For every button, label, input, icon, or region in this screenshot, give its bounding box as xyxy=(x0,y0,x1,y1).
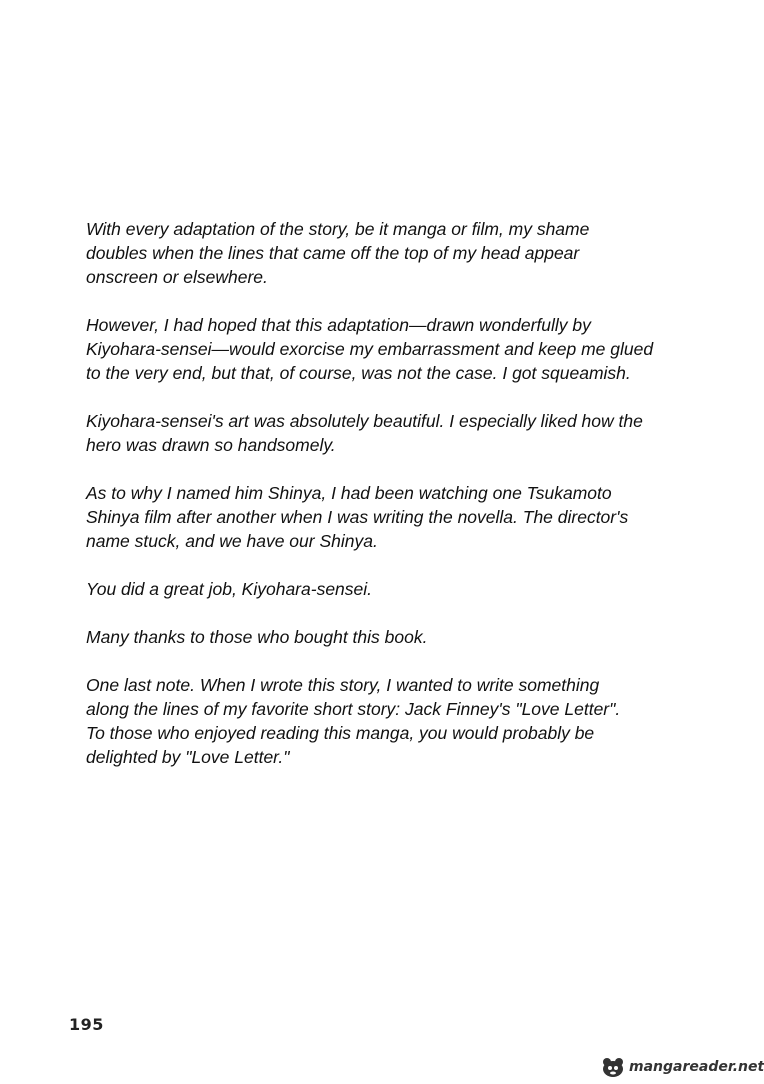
text-line: However, I had hoped that this adaptation—drawn wonderfully by xyxy=(86,315,591,335)
paragraph-4 xyxy=(86,481,696,553)
text-line: One last note. When I wrote this story, I wanted to write something xyxy=(86,675,600,695)
text-line: You did a great job, Kiyohara-sensei. xyxy=(86,579,373,599)
text-line: onscreen or elsewhere. xyxy=(86,267,268,287)
text-line: to the very end, but that, of course, was not the case. I got squeamish. xyxy=(86,363,631,383)
paragraph-3 xyxy=(86,409,696,457)
paragraph-6 xyxy=(86,625,696,649)
paragraph-2 xyxy=(86,313,696,385)
text-line: Kiyohara-sensei's art was absolutely beautiful. I especially liked how the xyxy=(86,411,643,431)
text-line: Many thanks to those who bought this book. xyxy=(86,627,428,647)
text-line: Shinya film after another when I was writing the novella. The director's xyxy=(86,507,629,527)
mascot-logo-icon xyxy=(600,1056,626,1078)
paragraph-7 xyxy=(86,673,696,769)
afterword-text xyxy=(86,217,696,793)
page-number: 195 xyxy=(69,1015,104,1034)
text-line: name stuck, and we have our Shinya. xyxy=(86,531,378,551)
paragraph-1 xyxy=(86,217,696,289)
text-line: doubles when the lines that came off the top of my head appear xyxy=(86,243,580,263)
text-line: With every adaptation of the story, be it manga or film, my shame xyxy=(86,219,590,239)
text-line: Kiyohara-sensei—would exorcise my embarrassment and keep me glued xyxy=(86,339,654,359)
paragraph-5 xyxy=(86,577,696,601)
text-line: delighted by "Love Letter." xyxy=(86,747,290,767)
text-line: along the lines of my favorite short story: Jack Finney's "Love Letter". xyxy=(86,699,621,719)
text-line: To those who enjoyed reading this manga, you would probably be xyxy=(86,723,595,743)
text-line: As to why I named him Shinya, I had been watching one Tsukamoto xyxy=(86,483,612,503)
text-line: hero was drawn so handsomely. xyxy=(86,435,336,455)
watermark-text: mangareader.net xyxy=(629,1059,764,1075)
watermark[interactable] xyxy=(600,1054,764,1080)
